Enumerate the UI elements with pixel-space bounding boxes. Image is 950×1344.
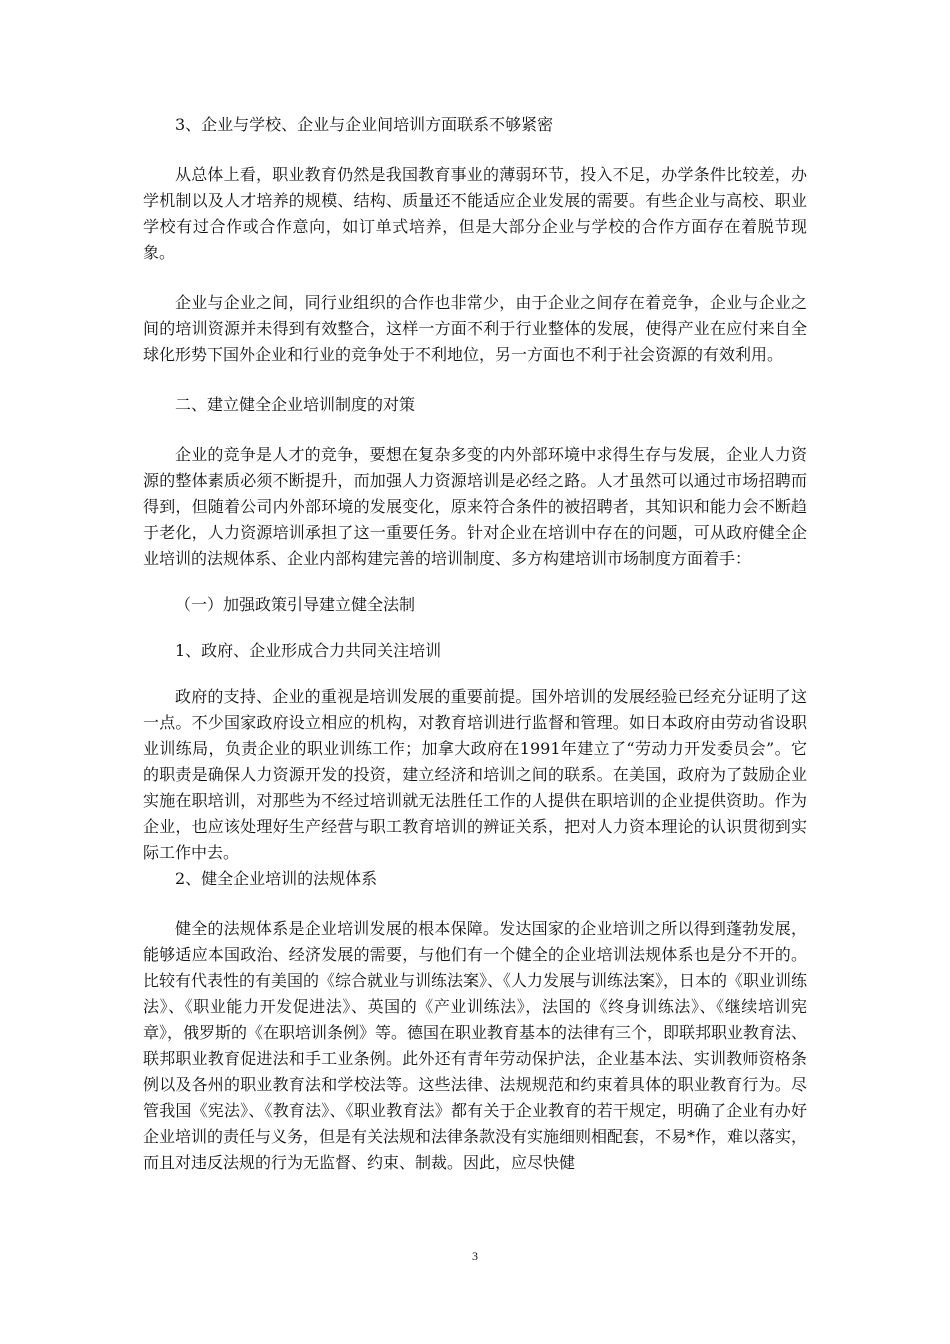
spacer — [143, 664, 807, 684]
document-body — [143, 112, 807, 1176]
subsection-heading-one: （一）加强政策引导建立健全法制 — [175, 595, 416, 614]
paragraph-vocational-education: 从总体上看，职业教育仍然是我国教育事业的薄弱环节，投入不足，办学条件比较差，办学机制以及人才培养的规模、结构、质量还不能适应企业发展的需要。有些企业与高校、职业学校有过合作或合作意向，如订单式培养，但是大部分企业与学校的合作方面存在着脱节现象。 — [143, 165, 807, 262]
spacer — [143, 138, 807, 162]
item-heading-1: 1、政府、企业形成合力共同关注培训 — [175, 641, 442, 660]
section-heading-two: 二、建立健全企业培训制度的对策 — [175, 395, 416, 414]
paragraph-legal-system: 健全的法规体系是企业培训发展的根本保障。发达国家的企业培训之所以得到蓬勃发展，能够适应本国政治、经济发展的需要，与他们有一个健全的企业培训法规体系也是分不开的。比较有代表性的有美国的《综合就业与训练法案》、《人力发展与训练法案》，日本的《职业训练法》、《职业能力开发促进法》、英国的《产业训练法》，法国的《终身训练法》、《继续培训宪章》，俄罗斯的《在职培训条例》等。德国在职业教育基本的法律有三个，即联邦职业教育法、联邦职业教育促进法和手工业条例。此外还有青年劳动保护法，企业基本法、实训教师资格条例以及各州的职业教育法和学校法等。这些法律、法规规范和约束着具体的职业教育行为。尽管我国《宪法》、《教育法》、《职业教育法》都有关于企业教育的若干规定，明确了企业有办好企业培训的责任与义务，但是有关法规和法律条款没有实施细则相配套，不易*作，难以落实，而且对违反法规的行为无监督、约束、制裁。因此，应尽快健 — [143, 919, 808, 1172]
paragraph-talent-competition: 企业的竞争是人才的竞争，要想在复杂多变的内外部环境中求得生存与发展，企业人力资源的整体素质必须不断提升，而加强人力资源培训是必经之路。人才虽然可以通过市场招聘而得到，但随着公司内外部环境的发展变化，原来符合条件的被招聘者，其知识和能力会不断趋于老化，人力资源培训承担了这一重要任务。针对企业在培训中存在的问题，可从政府健全企业培训的法规体系、企业内部构建完善的培训制度、多方构建培训市场制度方面着手： — [143, 445, 807, 568]
spacer — [143, 892, 807, 916]
page-number: 3 — [472, 1249, 478, 1263]
item-heading-2: 2、健全企业培训的法规体系 — [175, 869, 378, 888]
spacer — [143, 368, 807, 392]
section-heading-3: 3、企业与学校、企业与企业间培训方面联系不够紧密 — [175, 115, 554, 134]
spacer — [143, 572, 807, 592]
spacer — [143, 618, 807, 638]
paragraph-enterprise-cooperation: 企业与企业之间，同行业组织的合作也非常少，由于企业之间存在着竞争，企业与企业之间的培训资源并未得到有效整合，这样一方面不利于行业整体的发展，使得产业在应付来自全球化形势下国外企业和行业的竞争处于不利地位，另一方面也不利于社会资源的有效利用。 — [143, 293, 807, 364]
spacer — [143, 266, 807, 290]
spacer — [143, 418, 807, 442]
paragraph-government-support: 政府的支持、企业的重视是培训发展的重要前提。国外培训的发展经验已经充分证明了这一点。不少国家政府设立相应的机构，对教育培训进行监督和管理。如日本政府由劳动省设职业训练局，负责企业的职业训练工作；加拿大政府在1991年建立了“劳动力开发委员会”。它的职责是确保人力资源开发的投资，建立经济和培训之间的联系。在美国，政府为了鼓励企业实施在职培训，对那些为不经过培训就无法胜任工作的人提供在职培训的企业提供资助。作为企业，也应该处理好生产经营与职工教育培训的辨证关系，把对人力资本理论的认识贯彻到实际工作中去。 — [143, 687, 807, 862]
